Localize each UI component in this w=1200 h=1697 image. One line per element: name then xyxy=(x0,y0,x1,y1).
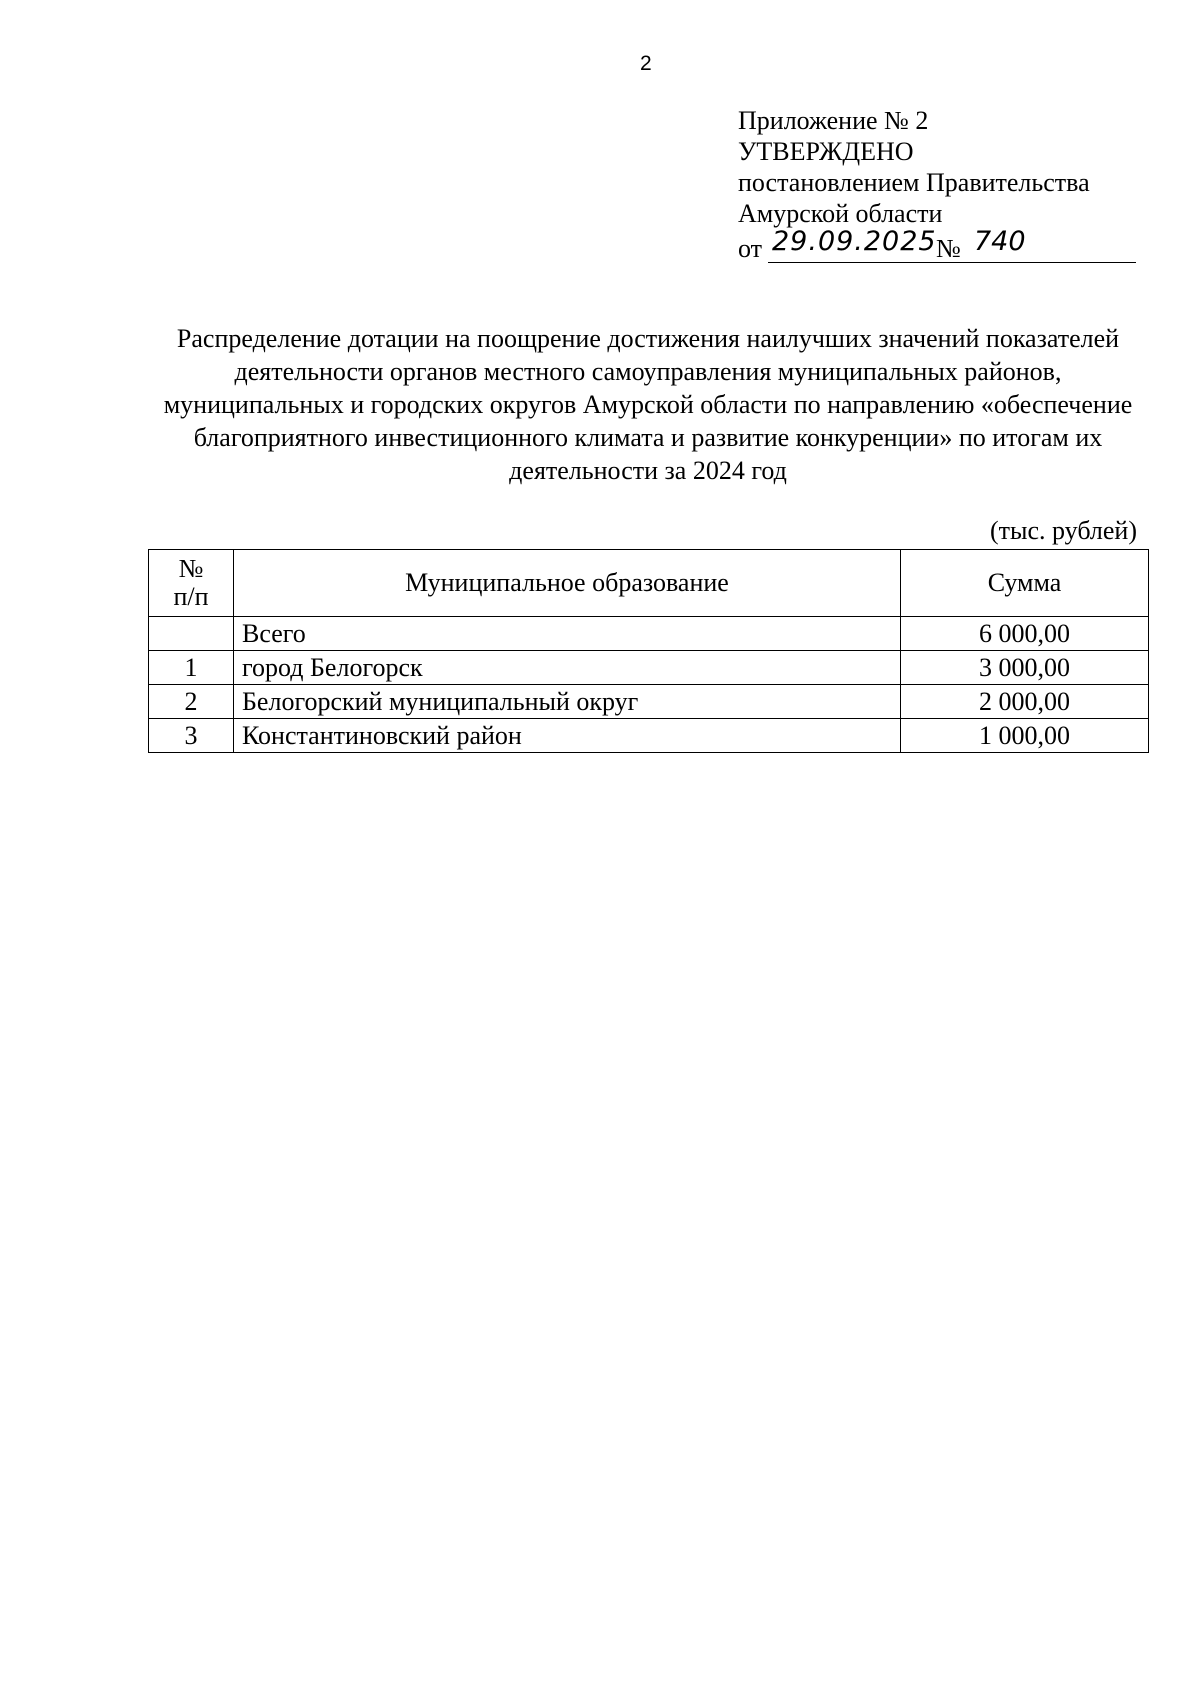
row-number: 1 xyxy=(149,651,234,685)
header-municipality: Муниципальное образование xyxy=(234,550,901,617)
row-municipality: Всего xyxy=(234,617,901,651)
handwritten-number: 740 xyxy=(974,226,1026,257)
table-header-row xyxy=(149,550,1149,617)
row-number: 3 xyxy=(149,719,234,753)
distribution-table xyxy=(148,549,1149,753)
row-number: 2 xyxy=(149,685,234,719)
number-underline xyxy=(936,262,1136,263)
row-number xyxy=(149,617,234,651)
appendix-label: Приложение № 2 xyxy=(738,106,929,135)
row-sum: 3 000,00 xyxy=(901,651,1149,685)
document-title: Распределение дотации на поощрение достижения наилучших значений показателей деятельности органов местного самоуправления муниципальных районов, муниципальных и городских округов Амурской области по направлению «обеспечение благоприятного инвестиционного климата и развитие конкуренции» по итогам их деятельности за 2024 год xyxy=(163,324,1133,485)
row-sum: 6 000,00 xyxy=(901,617,1149,651)
date-prefix: от xyxy=(738,234,763,263)
resolution-label: постановлением Правительства xyxy=(738,168,1090,197)
table-row xyxy=(149,685,1149,719)
row-sum: 1 000,00 xyxy=(901,719,1149,753)
page-number: 2 xyxy=(640,52,652,75)
unit-note: (тыс. рублей) xyxy=(989,516,1137,545)
resolution-date-number xyxy=(738,226,1138,266)
header-sum: Сумма xyxy=(901,550,1149,617)
header-number-pp: п/п xyxy=(173,582,209,611)
handwritten-date: 29.09.2025 xyxy=(772,226,937,257)
table-row xyxy=(149,719,1149,753)
approved-label: УТВЕРЖДЕНО xyxy=(738,137,914,166)
table-row xyxy=(149,617,1149,651)
row-municipality: Белогорский муниципальный округ xyxy=(234,685,901,719)
row-municipality: Константиновский район xyxy=(234,719,901,753)
approval-block xyxy=(738,105,1090,229)
row-sum: 2 000,00 xyxy=(901,685,1149,719)
header-number xyxy=(149,550,234,617)
number-prefix: № xyxy=(936,234,961,263)
header-number-sign: № xyxy=(178,554,204,583)
table-row xyxy=(149,651,1149,685)
region-label: Амурской области xyxy=(738,199,943,228)
row-municipality: город Белогорск xyxy=(234,651,901,685)
